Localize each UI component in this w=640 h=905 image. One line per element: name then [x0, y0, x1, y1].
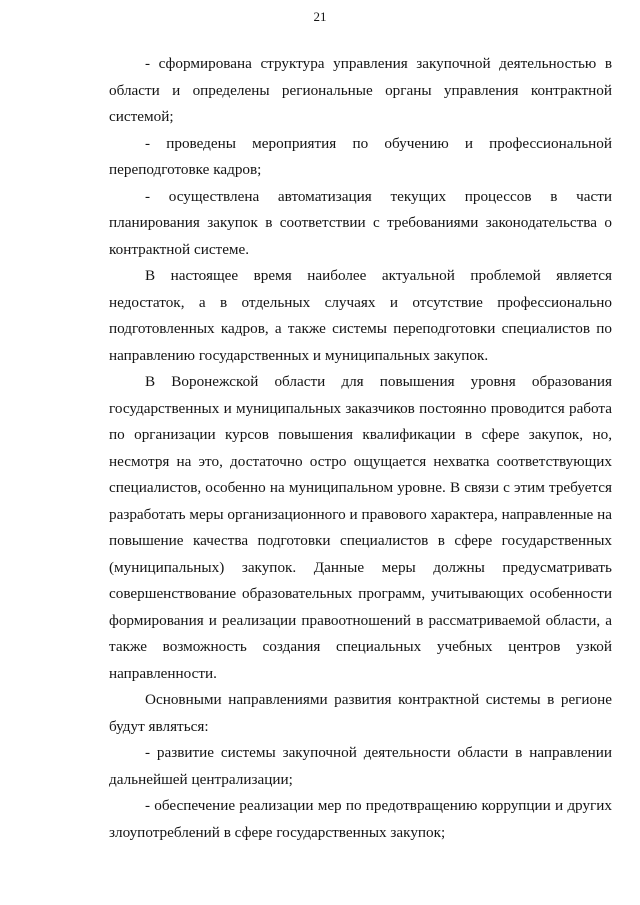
paragraph-staff-shortage: В настоящее время наиболее актуальной проблемой является недостаток, а в отдельных случаях и отсутствие профессионально подготовленных кадров, а также системы переподготовки специалистов по направлению государственных и муниципальных закупок. [109, 267, 612, 364]
paragraph-centralization: - развитие системы закупочной деятельности области в направлении дальнейшей централизации; [109, 744, 612, 788]
paragraph-automation: - осуществлена автоматизация текущих процессов в части планирования закупок в соответствии с требованиями законодательства о контрактной системе. [109, 187, 612, 258]
page-number: 21 [313, 9, 327, 24]
paragraph-anti-corruption: - обеспечение реализации мер по предотвращению коррупции и других злоупотреблений в сфере государственных закупок; [109, 797, 612, 841]
paragraph-voronezh-courses: В Воронежской области для повышения уровня образования государственных и муниципальных заказчиков постоянно проводится работа по организации курсов повышения квалификации в сфере закупок, но, несмотря на это, достаточно остро ощущается нехватка соответствующих специалистов, особенно на муниципальном уровне. В связи с этим требуется разработать меры организационного и правового характера, направленные на повышение качества подготовки специалистов в сфере государственных (муниципальных) закупок. Данные меры должны предусматривать совершенствование образовательных программ, учитывающих особенности формирования и реализации правоотношений в рассматриваемой области, а также возможность создания специальных учебных центров узкой направленности. [109, 373, 612, 682]
paragraph-structure-formed: - сформирована структура управления закупочной деятельностью в области и определены региональные органы управления контрактной системой; [109, 55, 612, 125]
body-text [109, 51, 612, 846]
paragraph-main-directions: Основными направлениями развития контрактной системы в регионе будут являться: [109, 691, 612, 735]
paragraph-training-conducted: - проведены мероприятия по обучению и профессиональной переподготовке кадров; [109, 134, 612, 178]
